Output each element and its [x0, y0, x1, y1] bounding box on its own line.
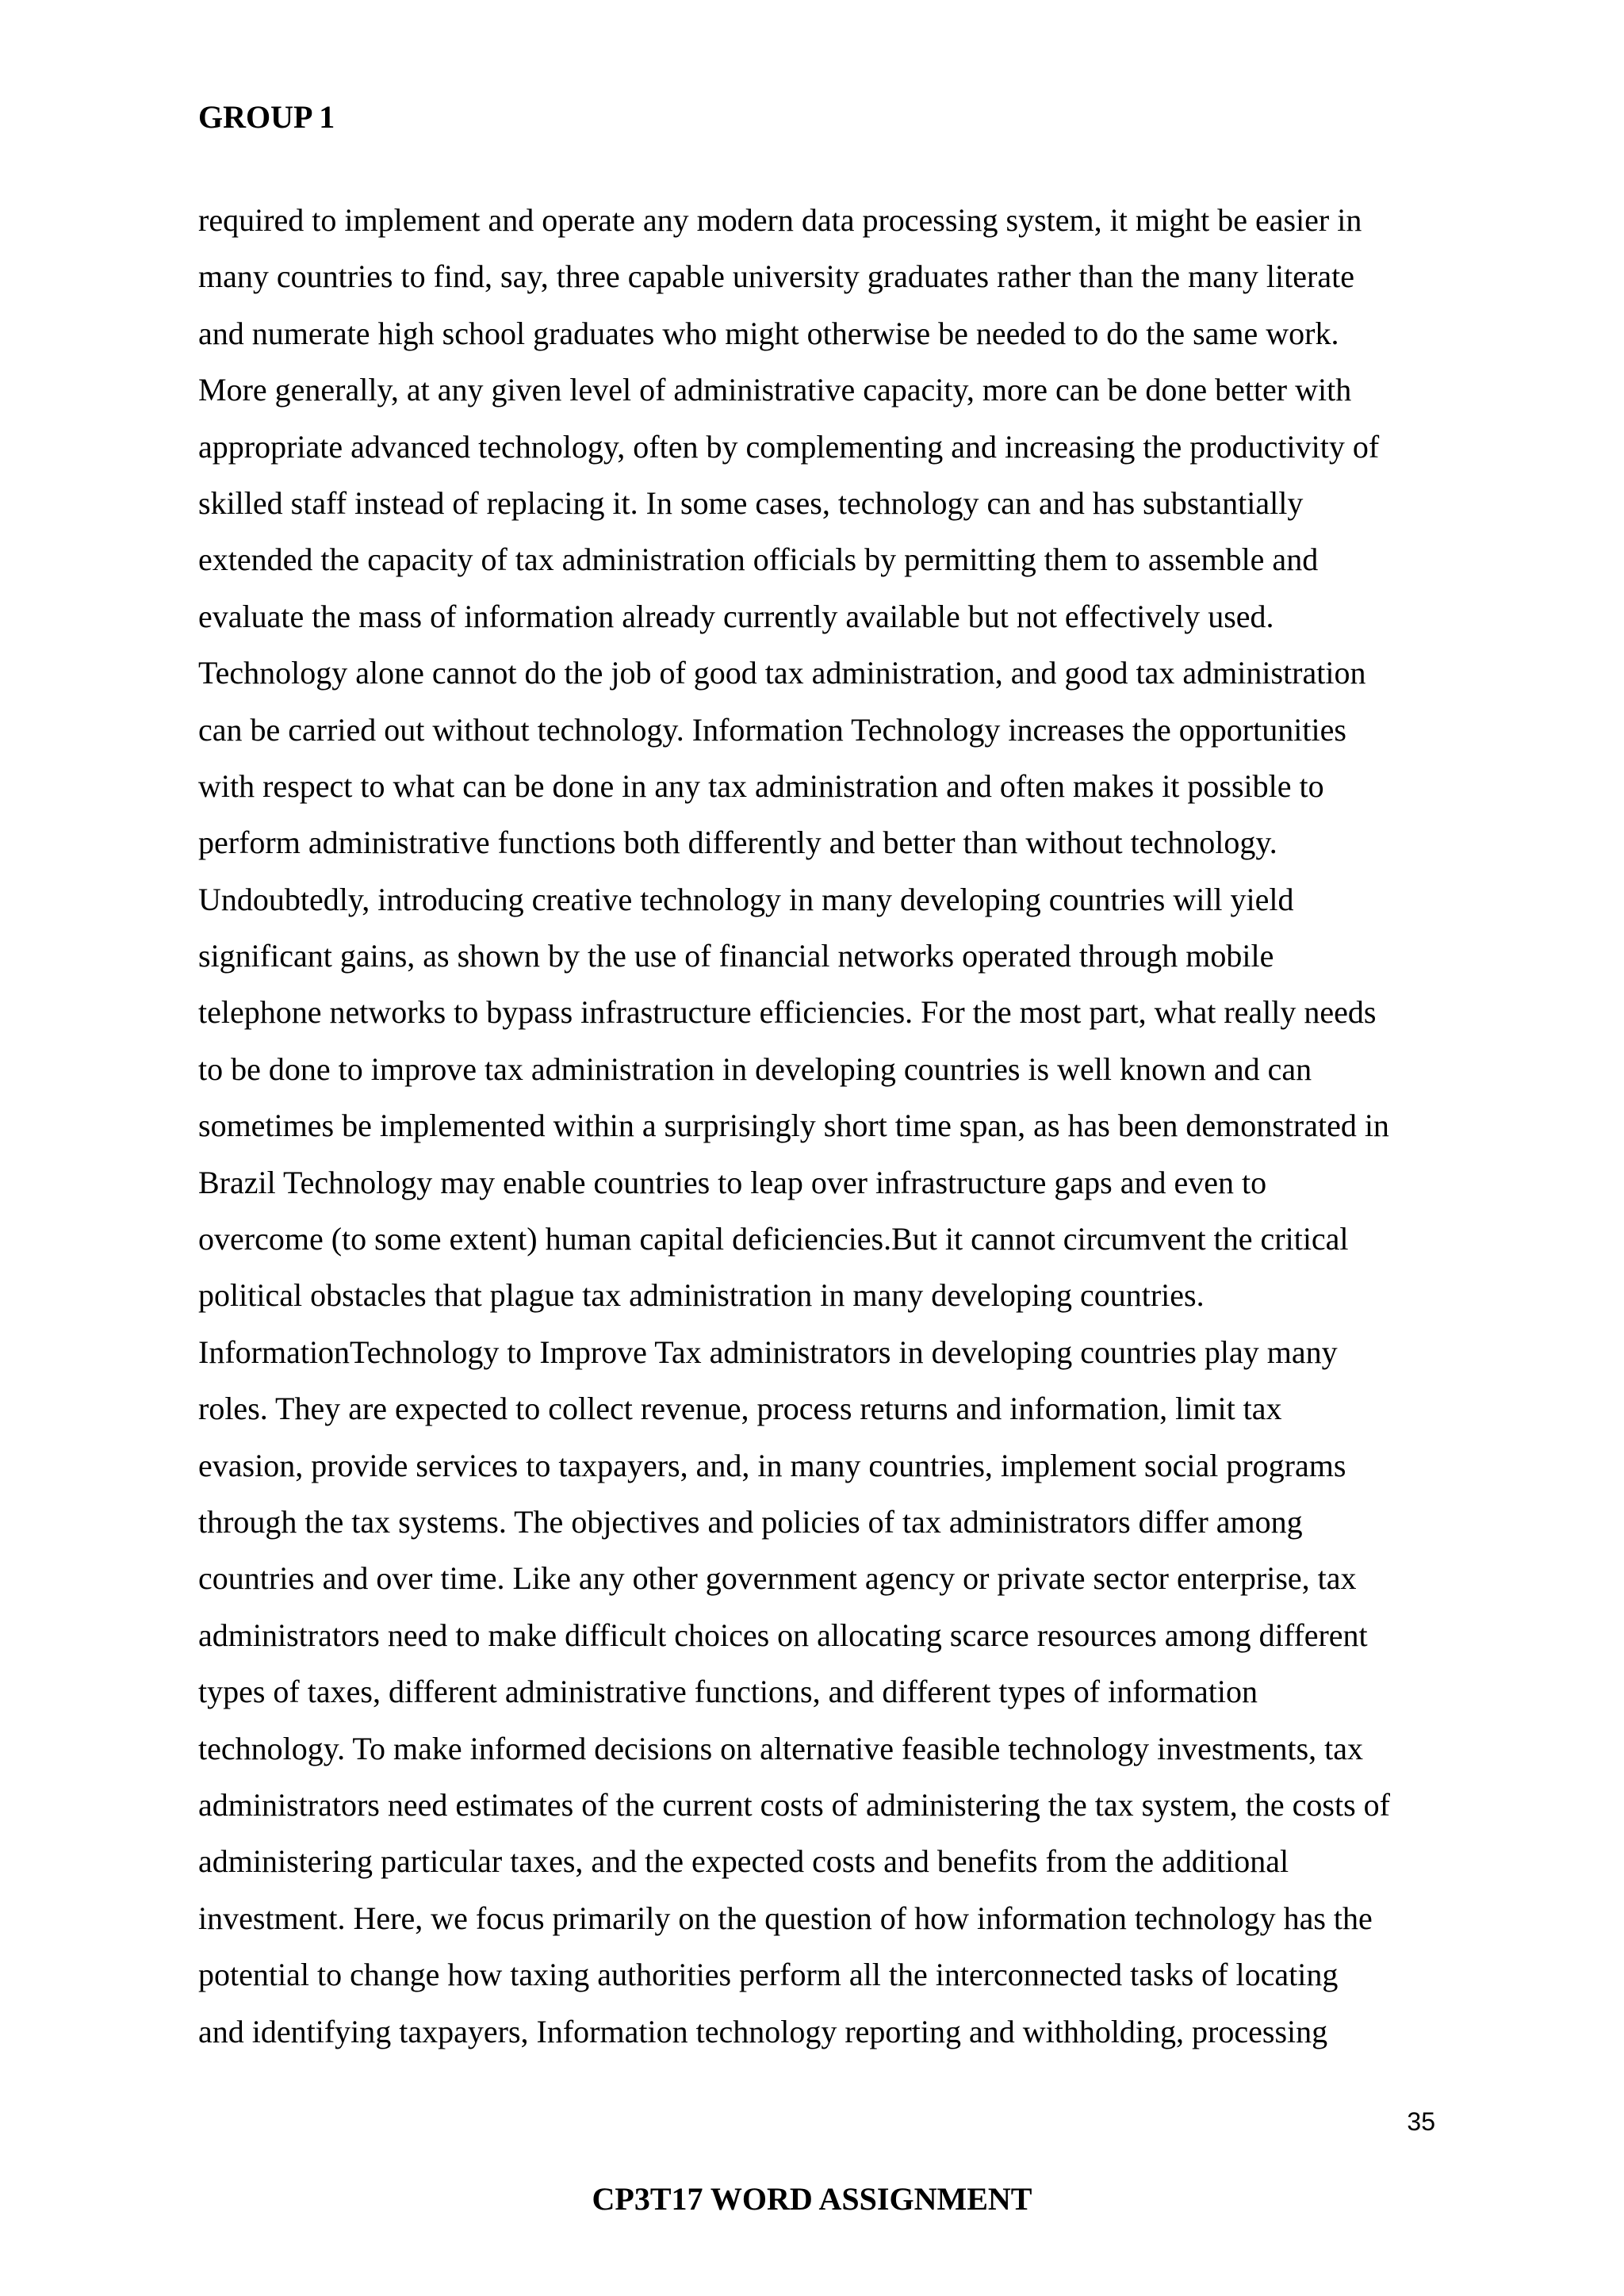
text-line: More generally, at any given level of administrative capacity, more can be done better with — [198, 372, 1352, 408]
text-line: technology. To make informed decisions on alternative feasible technology investments, tax — [198, 1730, 1364, 1766]
text-line: extended the capacity of tax administration officials by permitting them to assemble and — [198, 541, 1319, 578]
text-line: overcome (to some extent) human capital deficiencies.But it cannot circumvent the critical — [198, 1221, 1349, 1257]
text-line: administrators need estimates of the current costs of administering the tax system, the costs of — [198, 1786, 1390, 1823]
text-line: InformationTechnology to Improve Tax administrators in developing countries play many — [198, 1334, 1338, 1370]
text-line: sometimes be implemented within a surprisingly short time span, as has been demonstrated in — [198, 1108, 1389, 1144]
text-line: Undoubtedly, introducing creative technology in many developing countries will yield — [198, 881, 1294, 917]
text-line: through the tax systems. The objectives and policies of tax administrators differ among — [198, 1503, 1303, 1540]
body-paragraph — [198, 192, 1467, 2060]
text-line: and identifying taxpayers, Information technology reporting and withholding, processing — [198, 2013, 1328, 2049]
text-line: many countries to find, say, three capable university graduates rather than the many literate — [198, 258, 1354, 295]
text-line: appropriate advanced technology, often by complementing and increasing the productivity of — [198, 428, 1380, 465]
text-line: potential to change how taxing authorities perform all the interconnected tasks of locating — [198, 1957, 1339, 1993]
page-number: 35 — [1407, 2107, 1435, 2136]
text-line: investment. Here, we focus primarily on the question of how information technology has the — [198, 1900, 1373, 1936]
text-line: and numerate high school graduates who might otherwise be needed to do the same work. — [198, 315, 1339, 351]
text-line: administering particular taxes, and the expected costs and benefits from the additional — [198, 1843, 1289, 1880]
text-line: required to implement and operate any modern data processing system, it might be easier in — [198, 202, 1362, 238]
text-line: Technology alone cannot do the job of good tax administration, and good tax administration — [198, 655, 1366, 691]
page-footer: CP3T17 WORD ASSIGNMENT — [592, 2181, 1032, 2217]
text-line: administrators need to make difficult choices on allocating scarce resources among different — [198, 1617, 1368, 1653]
text-line: skilled staff instead of replacing it. In some cases, technology can and has substantially — [198, 484, 1304, 521]
text-line: political obstacles that plague tax administration in many developing countries. — [198, 1277, 1205, 1314]
text-line: Brazil Technology may enable countries to leap over infrastructure gaps and even to — [198, 1164, 1267, 1200]
text-line: types of taxes, different administrative functions, and different types of information — [198, 1674, 1258, 1710]
text-line: to be done to improve tax administration in developing countries is well known and can — [198, 1050, 1312, 1087]
text-line: can be carried out without technology. Information Technology increases the opportunities — [198, 711, 1346, 748]
text-line: countries and over time. Like any other government agency or private sector enterprise, tax — [198, 1560, 1357, 1597]
text-line: significant gains, as shown by the use of financial networks operated through mobile — [198, 938, 1274, 974]
text-line: roles. They are expected to collect revenue, process returns and information, limit tax — [198, 1391, 1282, 1427]
text-line: evaluate the mass of information already currently available but not effectively used. — [198, 598, 1274, 634]
text-line: perform administrative functions both differently and better than without technology. — [198, 825, 1277, 861]
text-line: evasion, provide services to taxpayers, and, in many countries, implement social programs — [198, 1447, 1346, 1483]
page-header: GROUP 1 — [198, 99, 335, 135]
text-line: with respect to what can be done in any tax administration and often makes it possible to — [198, 767, 1324, 804]
text-line: telephone networks to bypass infrastructure efficiencies. For the most part, what really needs — [198, 994, 1377, 1031]
